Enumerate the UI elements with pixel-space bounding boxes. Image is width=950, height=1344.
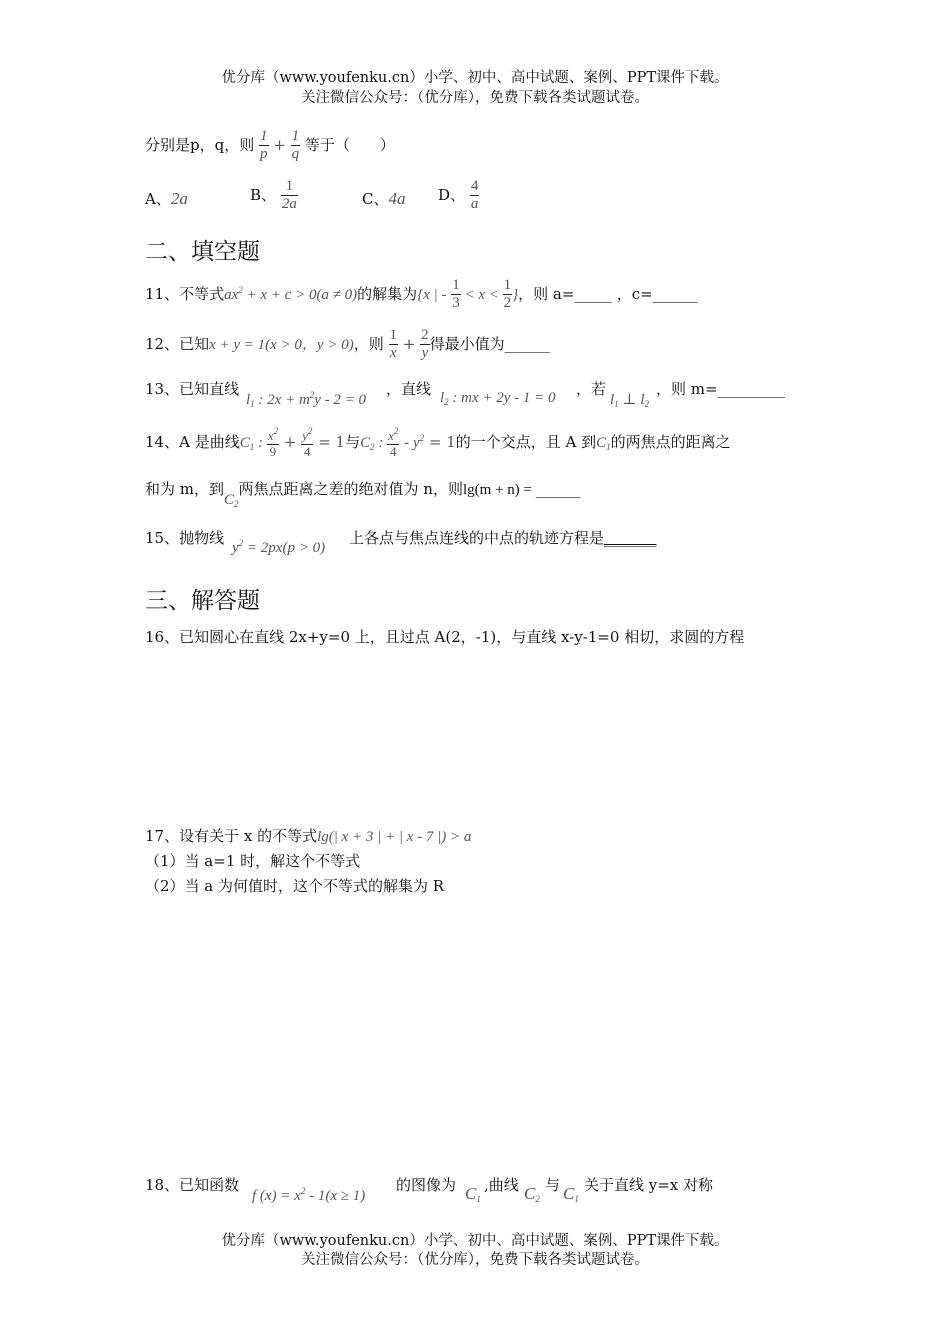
q15-prefix: 15、抛物线 bbox=[145, 529, 225, 547]
footer-line-2: 关注微信公众号：（优分库），免费下载各类试题试卷。 bbox=[301, 1252, 649, 1268]
q16: 16、已知圆心在直线 2x+y=0 上，且过点 A(2，-1)，与直线 x-y-1=0 相切，求圆的方程 bbox=[145, 628, 745, 646]
q18-math: f $(x) = x^2 - 1(x \ge 1)$ bbox=[252, 1186, 366, 1204]
header-line-2: 关注微信公众号：（优分库），免费下载各类试题试卷。 bbox=[301, 90, 649, 106]
q13-line2: $l_2$ : mx + 2y - 1 = 0 bbox=[440, 390, 556, 407]
q14-line-1: 14、A 是曲线$C_1$ : $\frac{x^2}{9}$ + $\frac{y^2}{4}$ = 1与$C_2$ : $\frac{x^2}{4}$ - $y^2 = 1$的一个交点，且 A 到$C_1$的两焦点的距离之 bbox=[145, 426, 731, 459]
section-title-answer: 三、解答题 bbox=[145, 588, 260, 614]
q14-line-2: 和为 m，到$C_2$两焦点距离之差的绝对值为 n，则lg(m + n) = ______ bbox=[145, 480, 581, 509]
q15-math: $y^2 = 2px(p > 0)$ bbox=[232, 538, 326, 556]
q10-frac-1: $\frac{1}{p}$ bbox=[260, 128, 268, 163]
q13-line1: $l_1$ : $2x + m^2y - 2 = 0$ bbox=[246, 390, 367, 409]
q15-suffix: 上各点与焦点连线的中点的轨迹方程是_______ bbox=[349, 529, 657, 547]
q18-prefix: 18、已知函数 bbox=[145, 1176, 240, 1194]
header-line-1: 优分库（www.youfenku.cn）小学、初中、高中试题、案例、PPT课件下载。 bbox=[221, 70, 729, 86]
q10-stem-prefix: 分别是p，q，则 bbox=[145, 135, 255, 154]
q10-frac-2: $\frac{1}{q}$ bbox=[291, 128, 300, 163]
q18-mid: 的图像为 bbox=[396, 1176, 457, 1194]
q13-suffix: ，则 m=_________ bbox=[656, 380, 786, 398]
q10-option-d: D、 $\frac{4}{a}$ bbox=[438, 178, 479, 213]
footer-line-1: 优分库（www.youfenku.cn）小学、初中、高中试题、案例、PPT课件下载。 bbox=[221, 1233, 729, 1249]
q10-option-a: A、2a bbox=[145, 189, 188, 208]
q10-stem-suffix: 等于（ ） bbox=[304, 135, 395, 154]
q11: 11、不等式$ax^2 + x + c > 0(a \ne 0)$的解集为{x | - $\frac{1}{3}$ < x < $\frac{1}{2}$ }，则 a=_____ ，c=______ bbox=[145, 277, 698, 312]
q17-part-1: （1）当 a=1 时，解这个不等式 bbox=[145, 852, 361, 870]
q17-part-2: （2）当 a 为何值时，这个不等式的解集为 R bbox=[145, 877, 445, 895]
q13-perp: $l_1$ ⊥ $l_2$ bbox=[610, 392, 649, 409]
q13-mid: ，直线 bbox=[386, 380, 432, 398]
q10-option-b: B、 $\frac{1}{2a}$ bbox=[250, 178, 297, 213]
q18-c3: $C_1$ bbox=[563, 1184, 579, 1204]
q13-prefix: 13、已知直线 bbox=[145, 380, 240, 398]
q13-if: ，若 bbox=[576, 380, 607, 398]
q10-option-c: C、4a bbox=[362, 189, 406, 208]
q17-stem: 17、设有关于 x 的不等式lg(| x + 3 | + | x - 7 |) > a bbox=[145, 827, 472, 845]
q18-comma: ,曲线 bbox=[484, 1176, 519, 1194]
q18-c1: $C_1$ bbox=[465, 1184, 481, 1204]
q10-stem: 分别是p，q，则 $\frac{1}{p}$ + $\frac{1}{q}$ 等于（ ） bbox=[145, 128, 395, 163]
q18-and: 与 bbox=[545, 1176, 561, 1194]
section-title-fill-blank: 二、填空题 bbox=[145, 239, 260, 265]
q18-c2: $C_2$ bbox=[524, 1184, 540, 1204]
q12: 12、已知x + y = 1(x > 0，y > 0)，则 $\frac{1}{x}$ + $\frac{2}{y}$ 得最小值为______ bbox=[145, 327, 550, 362]
q18-suffix: 关于直线 y=x 对称 bbox=[584, 1176, 714, 1194]
